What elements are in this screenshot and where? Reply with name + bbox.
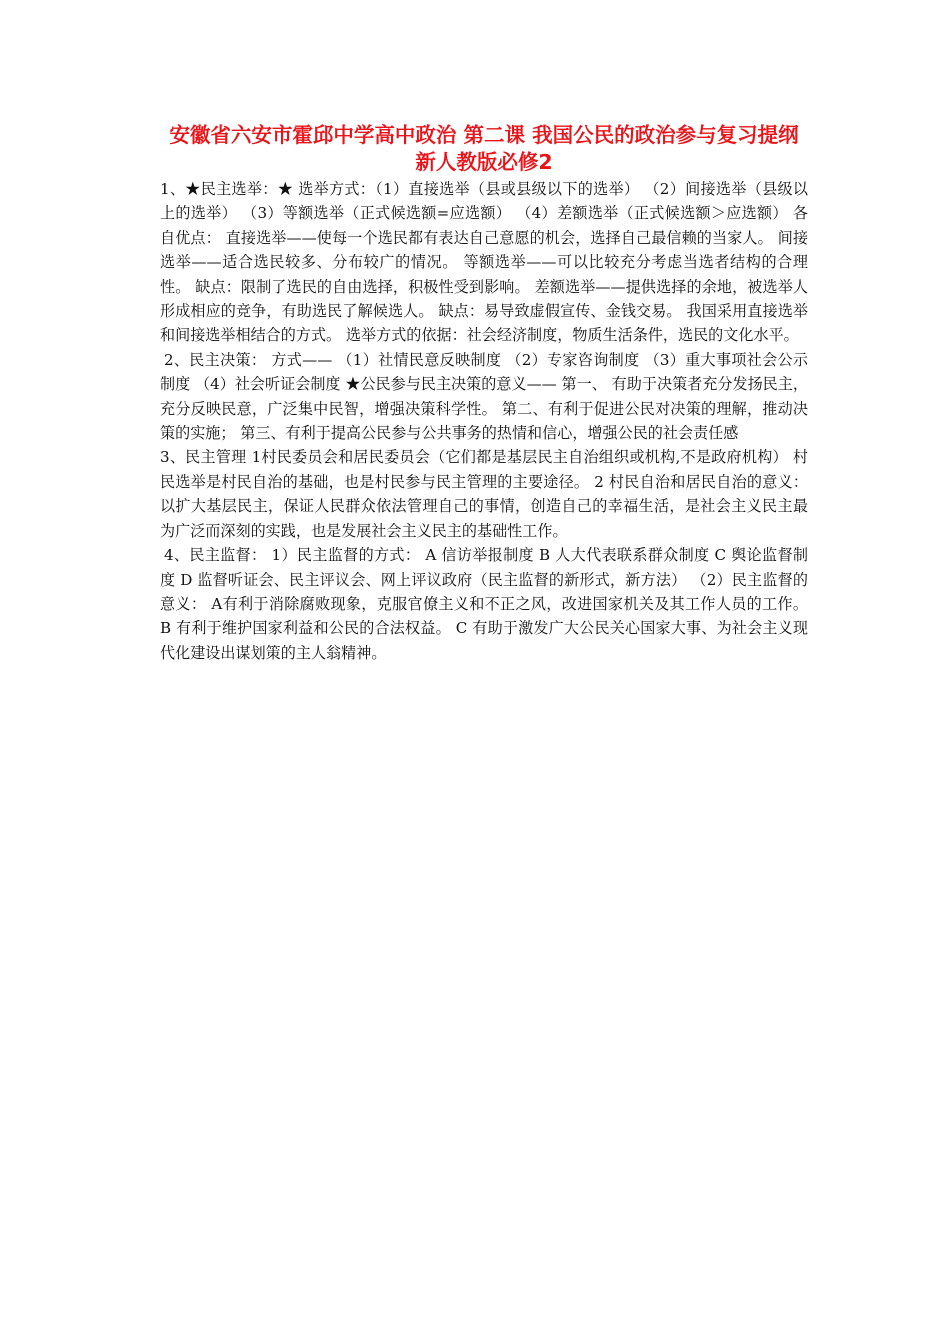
paragraph-democratic-supervision: 4、民主监督： 1）民主监督的方式： A 信访举报制度 B 人大代表联系群众制度 C 舆论监督制度 D 监督听证会、民主评议会、网上评议政府（民主监督的新形式，新方法） （2）民主监督的意义： A有利于消除腐败现象，克服官僚主义和不正之风，改进国家机关及其工作人员的工作。 B 有利于维护国家利益和公民的合法权益。 C 有助于激发广大公民关心国家大事、为社会主义现代化建设出谋划策的主人翁精神。	[160, 546, 808, 662]
paragraph-democratic-election: 1、★民主选举：★ 选举方式：（1）直接选举（县或县级以下的选举） （2）间接选举（县级以上的选举） （3）等额选举（正式候选额=应选额） （4）差额选举（正式候选额＞应选额） 各自优点： 直接选举——使每一个选民都有表达自己意愿的机会，选择自己最信赖的当家人。 间接选举——适合选民较多、分布较广的情况。 等额选举——可以比较充分考虑当选者结构的合理性。 缺点：限制了选民的自由选择，积极性受到影响。 差额选举——提供选择的余地，被选举人形成相应的竞争，有助选民了解候选人。 缺点：易导致虚假宣传、金钱交易。 我国采用直接选举和间接选举相结合的方式。 选举方式的依据：社会经济制度，物质生活条件，选民的文化水平。	[160, 180, 808, 345]
paragraph-democratic-decision: 2、民主决策： 方式—— （1）社情民意反映制度 （2）专家咨询制度 （3）重大事项社会公示制度 （4）社会听证会制度 ★公民参与民主决策的意义—— 第一、 有助于决策者充分发扬民主，充分反映民意，广泛集中民智，增强决策科学性。 第二、有利于促进公民对决策的理解，推动决策的实施； 第三、有利于提高公民参与公共事务的热情和信心，增强公民的社会责任感	[160, 350, 808, 443]
document-page	[160, 122, 808, 665]
document-title: 安徽省六安市霍邱中学高中政治 第二课 我国公民的政治参与复习提纲 新人教版必修2	[169, 123, 799, 174]
paragraph-democratic-management: 3、民主管理 1村民委员会和居民委员会（它们都是基层民主自治组织或机构,不是政府机构） 村民选举是村民自治的基础，也是村民参与民主管理的主要途径。 2 村民自治和居民自治的意义：以扩大基层民主，保证人民群众依法管理自己的事情，创造自己的幸福生活，是社会主义民主最为广泛而深刻的实践，也是发展社会主义民主的基础性工作。	[160, 448, 808, 540]
